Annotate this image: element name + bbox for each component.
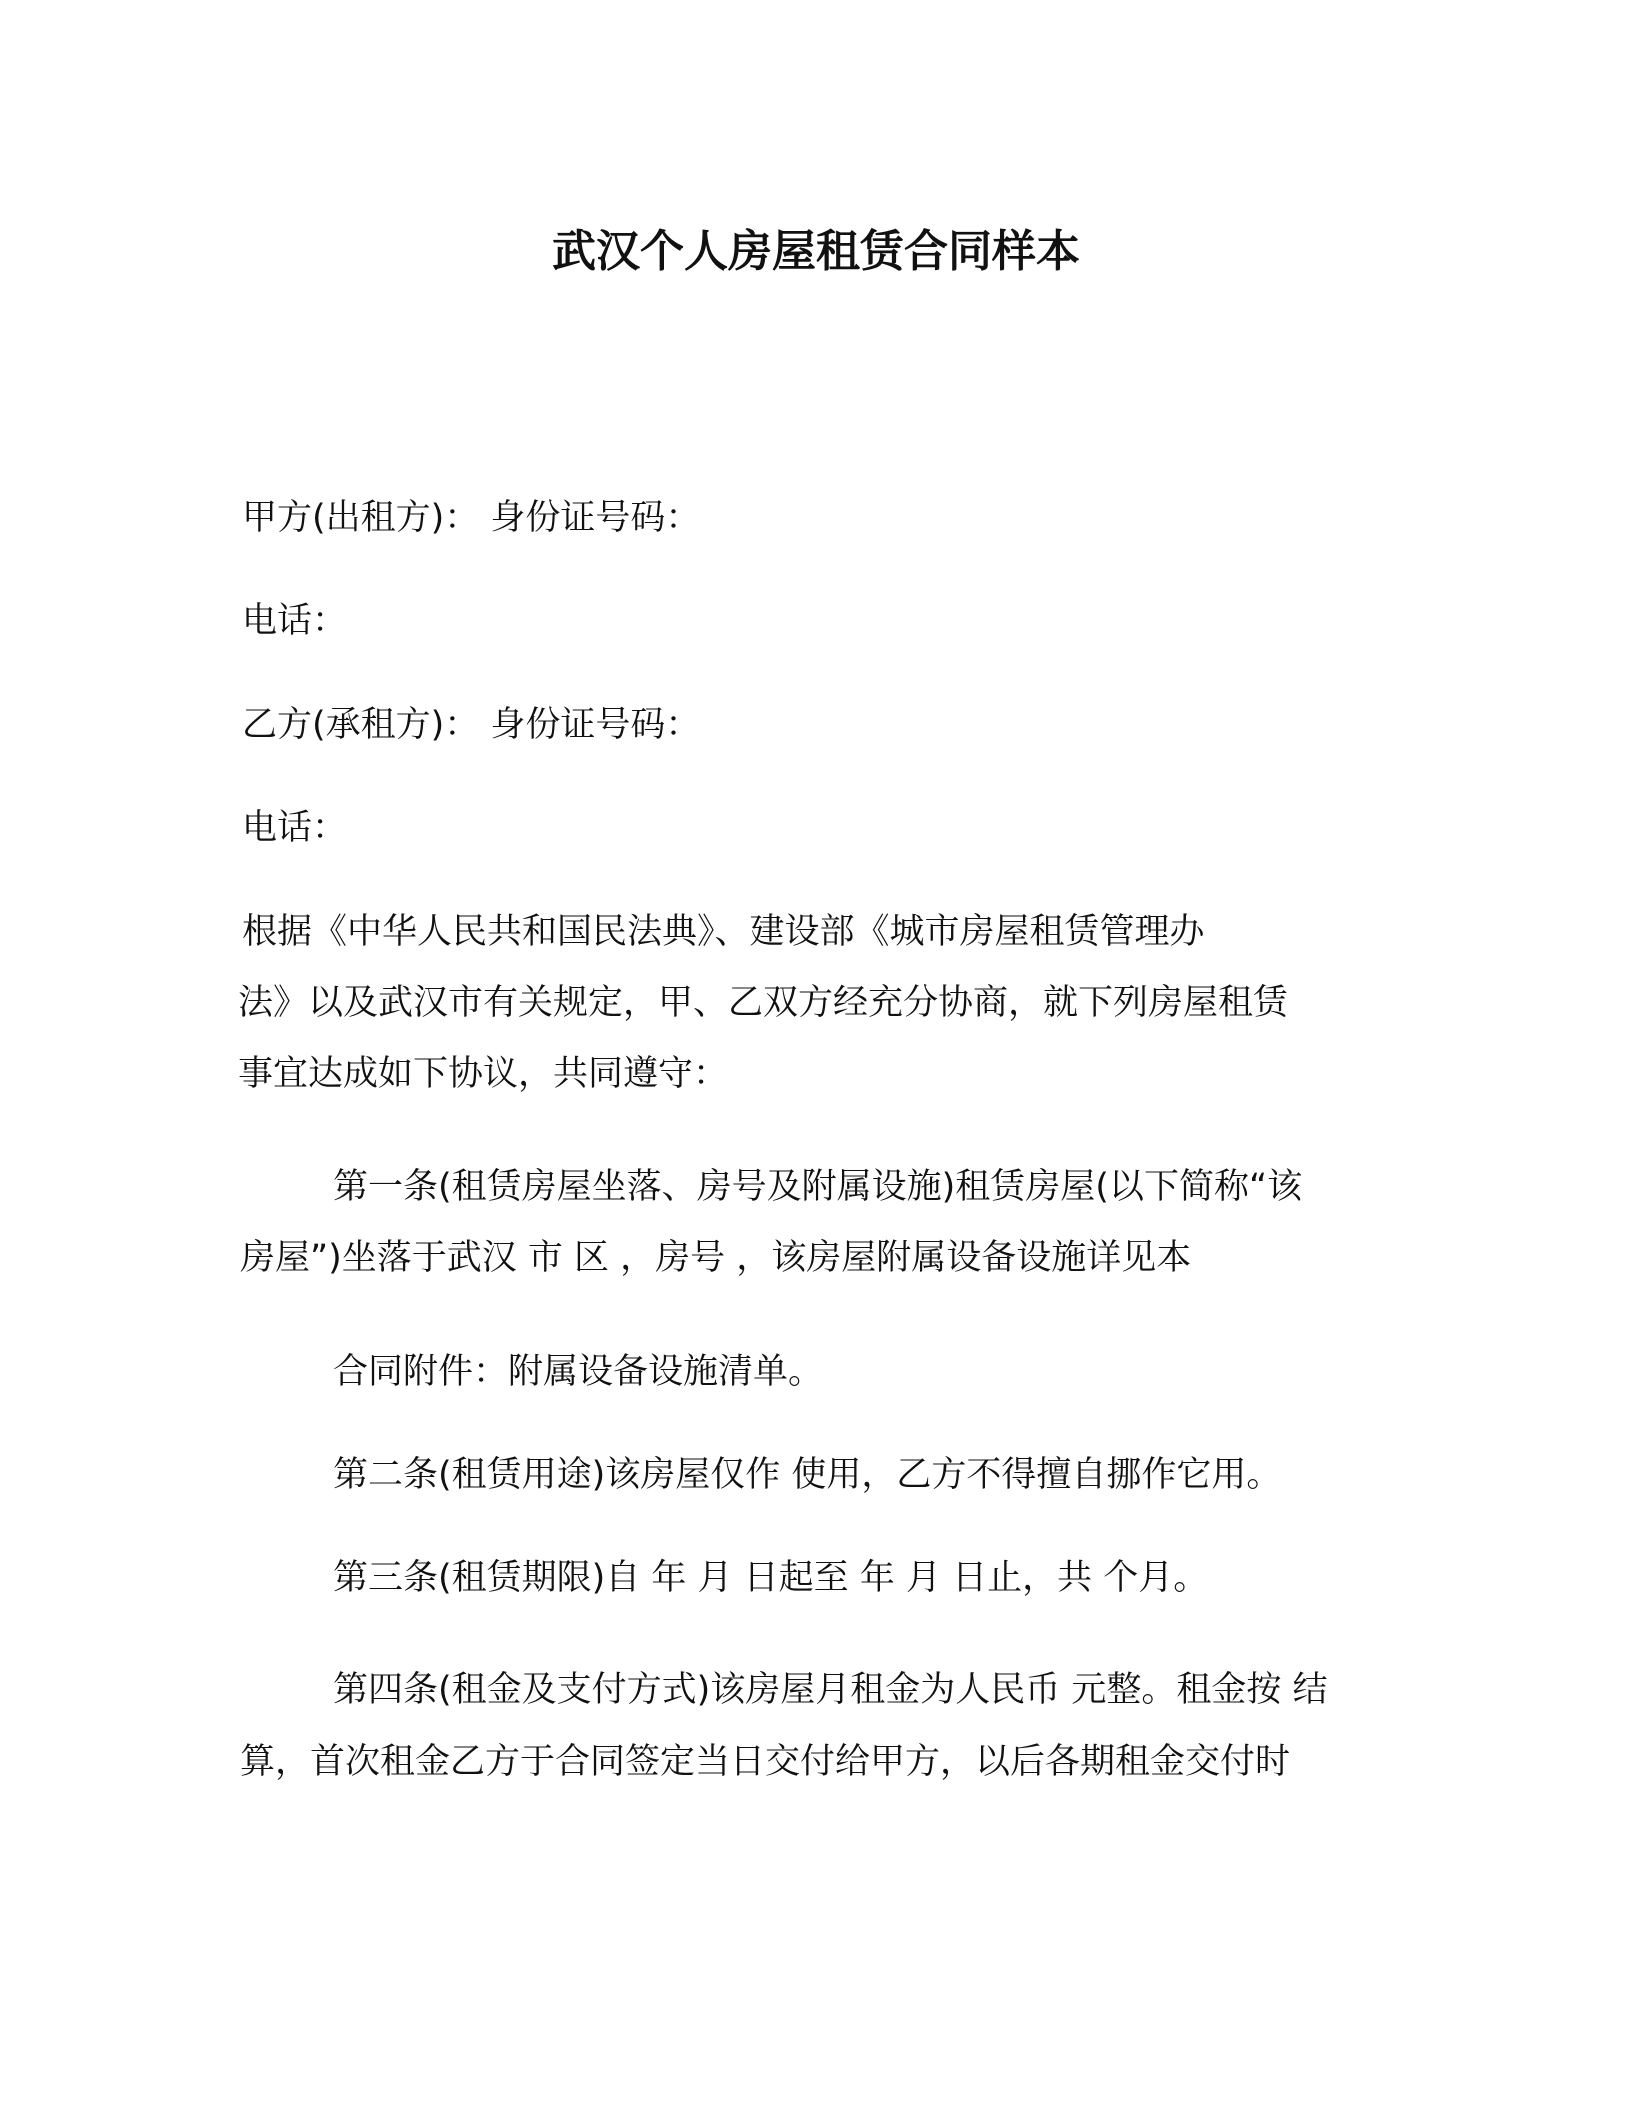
text-line: 电话： <box>242 808 348 848</box>
text-line: 算，首次租金乙方于合同签定当日交付给甲方，以后各期租金交付时 <box>240 1742 1291 1782</box>
article-1-cont <box>240 1223 1380 1294</box>
text-line: 电话： <box>242 601 348 641</box>
preamble-paragraph <box>242 897 1382 968</box>
text-line: 第四条(租金及支付方式)该房屋月租金为人民币 元整。租金按 结 <box>333 1670 1328 1710</box>
text-line: 第一条(租赁房屋坐落、房号及附属设施)租赁房屋(以下简称“该 <box>333 1167 1303 1207</box>
page-title: 武汉个人房屋租赁合同样本 <box>552 226 1080 277</box>
party-a-line <box>242 483 1382 554</box>
article-4 <box>333 1655 1473 1726</box>
text-line: 第三条(租赁期限)自 年 月 日起至 年 月 日止，共 个月。 <box>333 1558 1209 1598</box>
party-b-line <box>242 690 1382 761</box>
preamble-paragraph-cont <box>240 1039 1380 1110</box>
article-4-cont <box>240 1727 1380 1798</box>
preamble-paragraph-cont <box>240 968 1380 1039</box>
text-line: 事宜达成如下协议，共同遵守： <box>238 1054 729 1094</box>
text-line: 法》以及武汉市有关规定，甲、乙双方经充分协商，就下列房屋租赁 <box>238 983 1289 1023</box>
party-b-phone <box>242 793 1382 864</box>
text-line: 甲方(出租方)： 身份证号码： <box>242 498 701 538</box>
article-2 <box>333 1440 1473 1511</box>
article-3 <box>333 1543 1473 1614</box>
party-a-phone <box>242 586 1382 657</box>
text-line: 根据《中华人民共和国民法典》、建设部《城市房屋租赁管理办 <box>242 912 1205 952</box>
text-line: 第二条(租赁用途)该房屋仅作 使用，乙方不得擅自挪作它用。 <box>333 1455 1282 1495</box>
text-line: 房屋”)坐落于武汉 市 区 ，房号 ，该房屋附属设备设施详见本 <box>240 1238 1192 1278</box>
article-1-attachment <box>333 1337 1473 1408</box>
text-line: 合同附件：附属设备设施清单。 <box>333 1352 824 1392</box>
text-line: 乙方(承租方)： 身份证号码： <box>242 705 701 745</box>
article-1 <box>333 1152 1473 1223</box>
